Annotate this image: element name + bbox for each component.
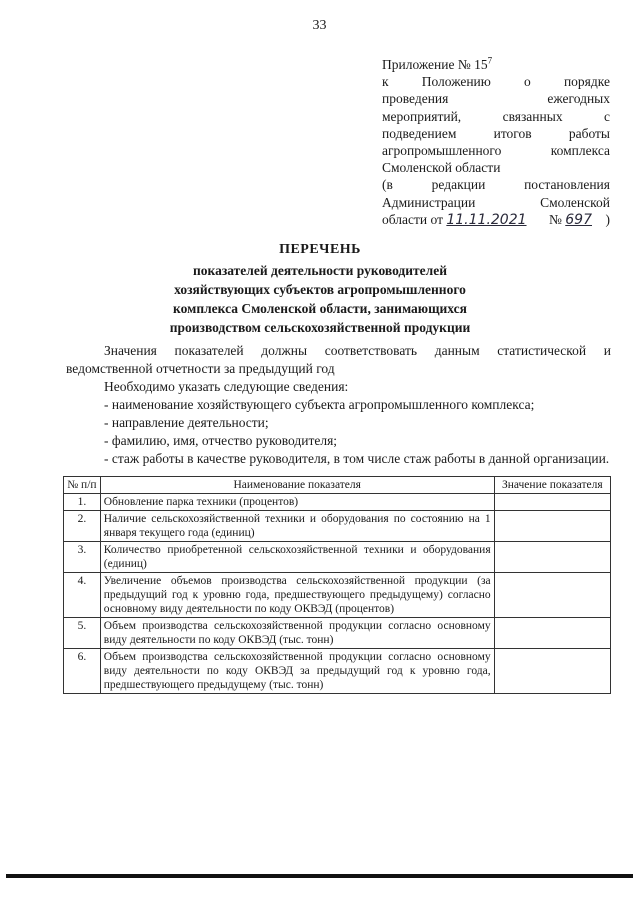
title-main: ПЕРЕЧЕНЬ: [279, 242, 361, 257]
word: ежегодных: [547, 91, 610, 107]
table-row: [64, 618, 611, 649]
row-value[interactable]: [494, 542, 610, 573]
appendix-line-8: [382, 194, 610, 211]
appendix-line-9: [382, 211, 610, 229]
row-num: 4.: [64, 573, 101, 618]
date-prefix: области от: [382, 211, 447, 227]
appendix-line-5: [382, 142, 610, 159]
word: о: [524, 74, 531, 90]
word: к: [382, 74, 389, 90]
title-line-3: комплекса Смоленской области, занимающихся: [173, 301, 467, 316]
closing-paren: ): [605, 211, 610, 227]
header-num: № п/п: [64, 477, 101, 494]
body-paragraph-2: Необходимо указать следующие сведения:: [104, 379, 349, 394]
appendix-line-6: Смоленской области: [382, 160, 501, 176]
row-value[interactable]: [494, 573, 610, 618]
word: с: [603, 108, 610, 124]
footer-divider: [6, 874, 633, 878]
appendix-title: [382, 56, 610, 73]
header-value: Значение показателя: [494, 477, 610, 494]
row-name: Обновление парка техники (процентов): [100, 494, 494, 511]
row-name: Количество приобретенной сельскохозяйственной техники и оборудования (единиц): [100, 542, 494, 573]
row-value[interactable]: [494, 649, 610, 694]
handwritten-date: 11.11.2021: [446, 211, 527, 228]
appendix-block: [382, 56, 610, 229]
word: проведения: [382, 91, 449, 107]
number-group: [549, 211, 610, 229]
table-row: [64, 511, 611, 542]
table-header-row: [64, 477, 611, 494]
appendix-title-sup: 7: [487, 55, 493, 66]
row-num: 2.: [64, 511, 101, 542]
appendix-line-3: [382, 108, 610, 125]
title-line-1: показателей деятельности руководителей: [192, 263, 447, 278]
row-num: 1.: [64, 494, 101, 511]
row-name: Увеличение объемов производства сельскохозяйственной продукции (за предыдущий год к уровню года, предшествующего предыдущему) согласно основному виду деятельности по коду ОКВЭД (процентов): [100, 573, 494, 618]
word: итогов: [493, 125, 532, 141]
word: редакции: [431, 177, 486, 193]
word: агропромышленного: [382, 143, 502, 159]
document-title: [90, 240, 550, 337]
row-num: 6.: [64, 649, 101, 694]
row-num: 3.: [64, 542, 101, 573]
word: работы: [568, 125, 610, 141]
row-name: Объем производства сельскохозяйственной продукции согласно основному виду деятельности по коду ОКВЭД (тыс. тонн): [100, 618, 494, 649]
table-row: [64, 649, 611, 694]
row-value[interactable]: [494, 494, 610, 511]
body-paragraph-1: Значения показателей должны соответствовать данным статистической и ведомственной отчетности за предыдущий год: [66, 343, 611, 376]
list-item: - фамилию, имя, отчество руководителя;: [104, 433, 338, 448]
table-row: [64, 573, 611, 618]
word: Смоленской: [540, 194, 610, 210]
word: Администрации: [382, 194, 476, 210]
row-num: 5.: [64, 618, 101, 649]
indicators-table: [63, 476, 611, 694]
row-name: Наличие сельскохозяйственной техники и оборудования по состоянию на 1 января текущего года (единиц): [100, 511, 494, 542]
row-value[interactable]: [494, 618, 610, 649]
word: (в: [382, 177, 393, 193]
word: порядке: [563, 74, 610, 90]
appendix-line-4: [382, 125, 610, 142]
appendix-title-text: Приложение № 15: [382, 57, 488, 72]
appendix-line-2: [382, 90, 610, 107]
row-value[interactable]: [494, 511, 610, 542]
list-item: - направление деятельности;: [104, 415, 269, 430]
title-line-4: производством сельскохозяйственной продукции: [169, 320, 471, 335]
word: мероприятий,: [382, 108, 462, 124]
table-row: [64, 494, 611, 511]
list-item: - стаж работы в качестве руководителя, в том числе стаж работы в данной организации.: [104, 451, 610, 466]
word: Положению: [421, 74, 491, 90]
header-name: Наименование показателя: [100, 477, 494, 494]
number-sign: №: [549, 211, 566, 227]
appendix-line-7: [382, 176, 610, 193]
list-item: - наименование хозяйствующего субъекта агропромышленного комплекса;: [104, 397, 535, 412]
word: комплекса: [550, 143, 610, 159]
appendix-line-1: [382, 73, 610, 90]
title-line-2: хозяйствующих субъектов агропромышленного: [174, 282, 466, 297]
date-group: [382, 211, 527, 229]
body-text: [66, 342, 611, 468]
word: постановления: [524, 177, 610, 193]
handwritten-number: 697: [565, 211, 592, 228]
word: связанных: [502, 108, 563, 124]
page-number: 33: [312, 18, 327, 33]
word: подведением: [382, 125, 457, 141]
table-row: [64, 542, 611, 573]
row-name: Объем производства сельскохозяйственной продукции согласно основному виду деятельности по коду ОКВЭД за предыдущий год к уровню года, предшествующего предыдущему (тыс. тонн): [100, 649, 494, 694]
